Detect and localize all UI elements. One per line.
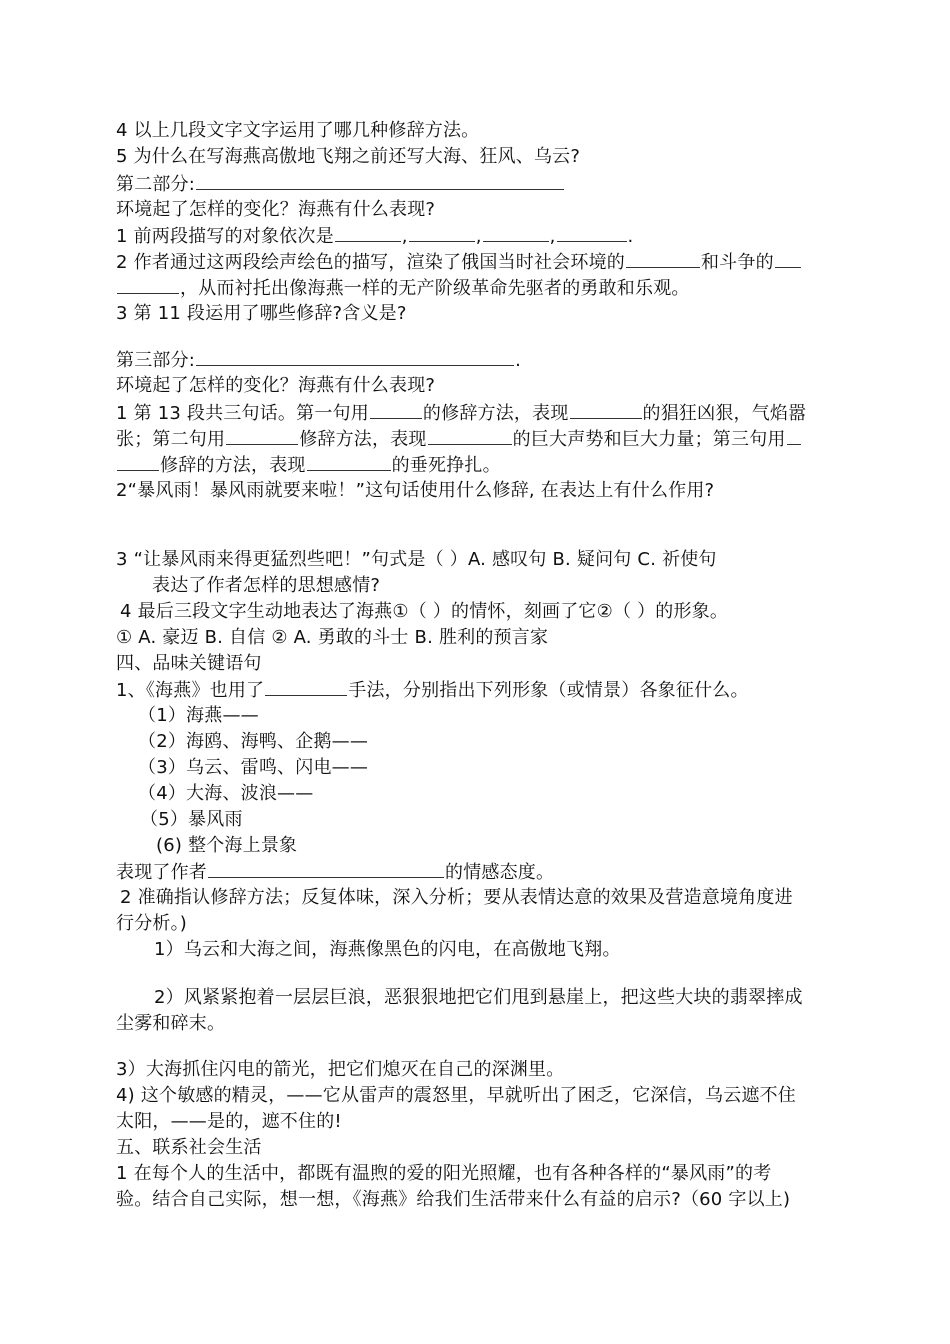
section-5-question-1: 1 在每个人的生活中，都既有温煦的爱的阳光照耀，也有各种各样的“暴风雨”的考 bbox=[116, 1163, 772, 1184]
blank bbox=[483, 223, 549, 242]
symbol-item-5: （5）暴风雨 bbox=[140, 809, 243, 830]
question-5: 5 为什么在写海燕高傲地飞翔之前还写大海、狂风、乌云? bbox=[116, 146, 581, 167]
sentence-4-cont: 太阳，——是的，遮不住的! bbox=[116, 1111, 342, 1132]
part-2-question-1: 1 前两段描写的对象依次是 , , , . bbox=[116, 223, 633, 250]
blank bbox=[787, 426, 801, 445]
blank bbox=[370, 400, 422, 419]
blank bbox=[335, 223, 401, 242]
part-2-question-2: 2 作者通过这两段绘声绘色的描写，渲染了俄国当时社会环境的 和斗争的 bbox=[116, 249, 802, 276]
sentence-2-cont: 尘雾和碎末。 bbox=[116, 1013, 226, 1034]
part-3-question-2: 2“暴风雨！暴风雨就要来啦！”这句话使用什么修辞, 在表达上有什么作用? bbox=[116, 480, 715, 501]
section-4-question-1: 1、《海燕》也用了 手法，分别指出下列形象（或情景）各象征什么。 bbox=[116, 677, 749, 704]
author-attitude: 表现了作者 的情感态度。 bbox=[116, 859, 554, 886]
sentence-3: 3）大海抓住闪电的箭光，把它们熄灭在自己的深渊里。 bbox=[116, 1059, 565, 1080]
blank bbox=[208, 859, 444, 878]
blank bbox=[557, 223, 627, 242]
symbol-item-3: （3）乌云、雷鸣、闪电—— bbox=[138, 757, 369, 778]
part-3-question-1-cont2: 修辞的方法，表现 的垂死挣扎。 bbox=[116, 452, 501, 479]
sentence-2: 2）风紧紧抱着一层层巨浪，恶狠狠地把它们甩到悬崖上，把这些大块的翡翠摔成 bbox=[154, 987, 803, 1008]
blank bbox=[775, 249, 801, 268]
section-5-question-1-cont: 验。结合自己实际，想一想，《海燕》给我们生活带来什么有益的启示?（60 字以上) bbox=[116, 1189, 791, 1210]
part-3-heading: 第三部分: . bbox=[116, 347, 521, 374]
symbol-item-1: （1）海燕—— bbox=[138, 705, 259, 726]
part-3-question-1-cont: 张；第二句用 修辞方法，表现 的巨大声势和巨大力量；第三句用 bbox=[116, 426, 802, 453]
blank bbox=[226, 426, 298, 445]
part-3-question-4: 4 最后三段文字生动地表达了海燕①（ ）的情怀，刻画了它②（ ）的形象。 bbox=[120, 601, 729, 622]
section-4-question-2: 2 准确指认修辞方法；反复体味，深入分析；要从表情达意的效果及营造意境角度进 bbox=[120, 887, 793, 908]
blank bbox=[265, 677, 347, 696]
symbol-item-6: (6) 整个海上景象 bbox=[156, 835, 298, 856]
blank bbox=[117, 275, 179, 294]
part-2-heading: 第二部分: bbox=[116, 171, 565, 198]
symbol-item-2: （2）海鸥、海鸭、企鹅—— bbox=[138, 731, 369, 752]
question-4: 4 以上几段文字文字运用了哪几种修辞方法。 bbox=[116, 120, 480, 141]
blank bbox=[428, 426, 512, 445]
blank bbox=[117, 452, 159, 471]
blank bbox=[196, 347, 514, 366]
blank bbox=[409, 223, 475, 242]
section-5-heading: 五、联系社会生活 bbox=[116, 1137, 262, 1158]
part-3-question-1: 1 第 13 段共三句话。第一句用 的修辞方法，表现 的猖狂凶狠，气焰嚣 bbox=[116, 400, 806, 427]
symbol-item-4: （4）大海、波浪—— bbox=[138, 783, 314, 804]
blank bbox=[196, 171, 564, 190]
part-2-question-3: 3 第 11 段运用了哪些修辞?含义是? bbox=[116, 303, 407, 324]
part-3-question-3-cont: 表达了作者怎样的思想感情? bbox=[152, 575, 381, 596]
part-3-question-4-options: ① A. 豪迈 B. 自信 ② A. 勇敢的斗士 B. 胜利的预言家 bbox=[116, 627, 549, 648]
section-4-question-2-cont: 行分析。) bbox=[116, 913, 188, 934]
sentence-1: 1）乌云和大海之间，海燕像黑色的闪电，在高傲地飞翔。 bbox=[154, 939, 621, 960]
sentence-4: 4) 这个敏感的精灵，——它从雷声的震怒里，早就听出了困乏，它深信，乌云遮不住 bbox=[116, 1085, 796, 1106]
blank bbox=[307, 452, 391, 471]
part-2-question-2-cont: ，从而衬托出像海燕一样的无产阶级革命先驱者的勇敢和乐观。 bbox=[116, 275, 690, 302]
section-4-heading: 四、品味关键语句 bbox=[116, 653, 262, 674]
part-2-environment: 环境起了怎样的变化？海燕有什么表现? bbox=[116, 199, 436, 220]
blank bbox=[570, 400, 642, 419]
part-3-environment: 环境起了怎样的变化？海燕有什么表现? bbox=[116, 375, 436, 396]
blank bbox=[626, 249, 700, 268]
part-3-question-3: 3 “让暴风雨来得更猛烈些吧！”句式是（ ）A. 感叹句 B. 疑问句 C. 祈使句 bbox=[116, 549, 717, 570]
